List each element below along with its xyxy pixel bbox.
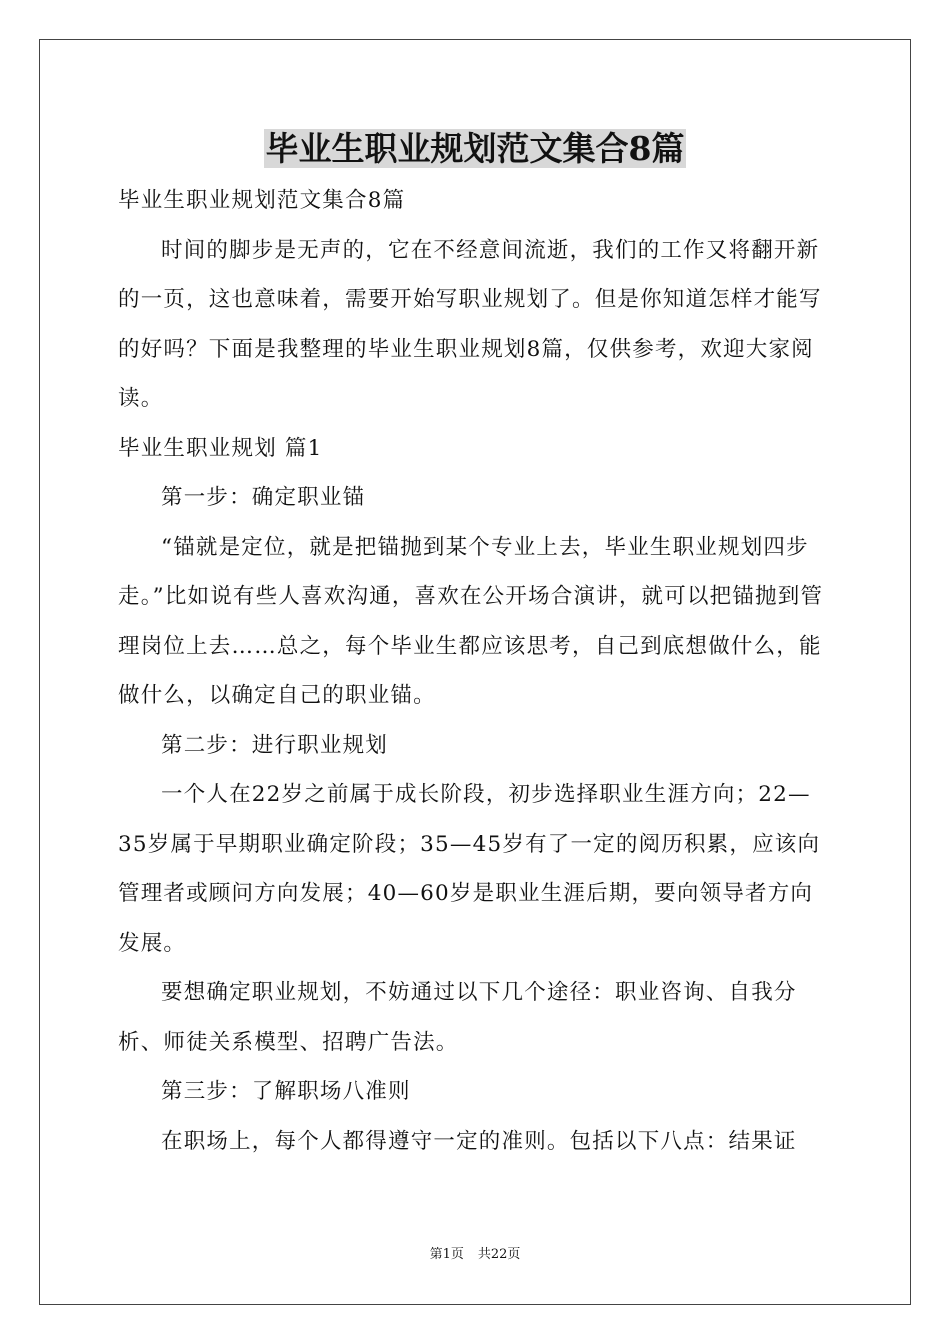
paragraph: “锚就是定位，就是把锚抛到某个专业上去，毕业生职业规划四步走。”比如说有些人喜欢沟通，喜欢在公开场合演讲，就可以把锚抛到管理岗位上去……总之，每个毕业生都应该思考，自己到底想做什么，能做什么，以确定自己的职业锚。	[118, 534, 824, 708]
page-footer	[0, 1246, 950, 1264]
paragraph: 第二步：进行职业规划	[161, 732, 389, 758]
paragraph: 毕业生职业规划范文集合8篇	[118, 188, 406, 213]
document-title-text: 毕业生职业规划范文集合8篇	[265, 129, 685, 168]
paragraph: 要想确定职业规划，不妨通过以下几个途径：职业咨询、自我分析、师徒关系模型、招聘广告法。	[118, 980, 797, 1055]
paragraph: 第一步：确定职业锚	[161, 485, 366, 510]
paragraph: 毕业生职业规划 篇1	[118, 435, 323, 461]
page-number: 第1页	[429, 1247, 464, 1262]
paragraph: 一个人在22岁之前属于成长阶段，初步选择职业生涯方向；22—35岁属于早期职业确定阶段；35—45岁有了一定的阅历积累，应该向管理者或顾问方向发展；40—60岁是职业生涯后期，要向领导者方向发展。	[118, 782, 821, 956]
page-total: 共22页	[477, 1247, 521, 1262]
paragraph: 第三步：了解职场八准则	[161, 1079, 411, 1104]
paragraph: 时间的脚步是无声的，它在不经意间流逝，我们的工作又将翻开新的一页，这也意味着，需要开始写职业规划了。但是你知道怎样才能写的好吗？下面是我整理的毕业生职业规划8篇，仅供参考，欢迎大家阅读。	[118, 237, 822, 411]
paragraph: 在职场上，每个人都得遵守一定的准则。包括以下八点：结果证	[161, 1128, 797, 1154]
document-title	[0, 126, 950, 172]
document-body	[118, 176, 834, 1166]
